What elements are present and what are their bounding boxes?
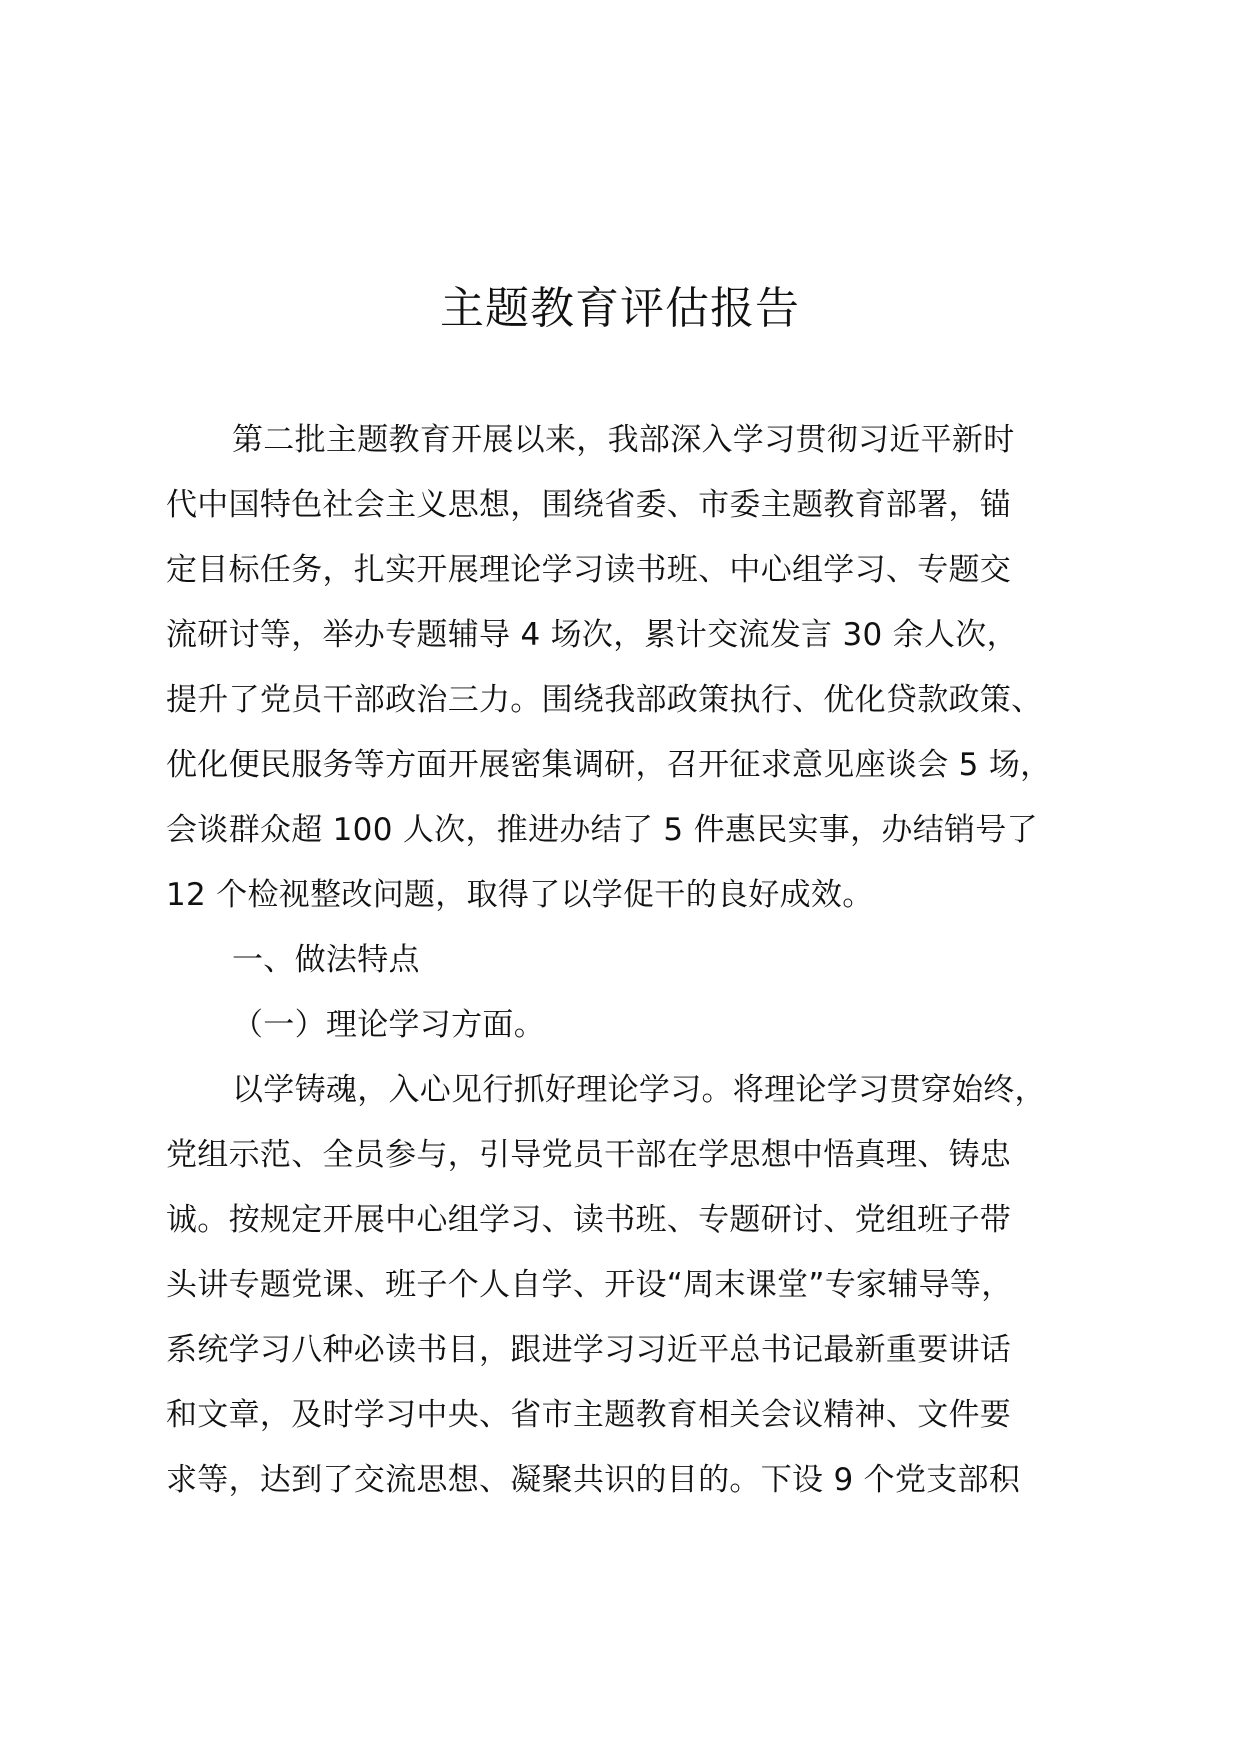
- text-line: 提升了党员干部政治三力。围绕我部政策执行、优化贷款政策、: [166, 682, 1043, 718]
- text-line: 流研讨等，举办专题辅导 4 场次，累计交流发言 30 余人次，: [166, 617, 1018, 653]
- text-line: 12 个检视整改问题，取得了以学促干的良好成效。: [166, 877, 874, 913]
- text-line: 优化便民服务等方面开展密集调研，召开征求意见座谈会 5 场，: [166, 747, 1052, 783]
- section-heading: 一、做法特点: [232, 942, 420, 978]
- text-line: 诚。按规定开展中心组学习、读书班、专题研讨、党组班子带: [166, 1202, 1012, 1238]
- text-line: 和文章，及时学习中央、省市主题教育相关会议精神、文件要: [166, 1397, 1012, 1433]
- text-line: 以学铸魂，入心见行抓好理论学习。将理论学习贯穿始终，: [232, 1072, 1046, 1108]
- subsection-heading: （一）理论学习方面。: [232, 1007, 545, 1043]
- text-line: 系统学习八种必读书目，跟进学习习近平总书记最新重要讲话: [166, 1332, 1012, 1368]
- text-line: 求等，达到了交流思想、凝聚共识的目的。下设 9 个党支部积: [166, 1462, 1021, 1498]
- text-line: 第二批主题教育开展以来，我部深入学习贯彻习近平新时: [232, 422, 1015, 458]
- text-line: 党组示范、全员参与，引导党员干部在学思想中悟真理、铸忠: [166, 1137, 1012, 1173]
- text-line: 代中国特色社会主义思想，围绕省委、市委主题教育部署，锚: [166, 487, 1012, 523]
- document-title: 主题教育评估报告: [440, 283, 800, 334]
- paragraph-theory-study: [166, 1058, 1106, 1513]
- paragraph-intro: [166, 408, 1106, 928]
- text-line: 定目标任务，扎实开展理论学习读书班、中心组学习、专题交: [166, 552, 1012, 588]
- text-line: 会谈群众超 100 人次，推进办结了 5 件惠民实事，办结销号了: [166, 812, 1038, 848]
- text-line: 头讲专题党课、班子个人自学、开设“周末课堂”专家辅导等，: [166, 1267, 1013, 1303]
- document-body: [166, 408, 1106, 1513]
